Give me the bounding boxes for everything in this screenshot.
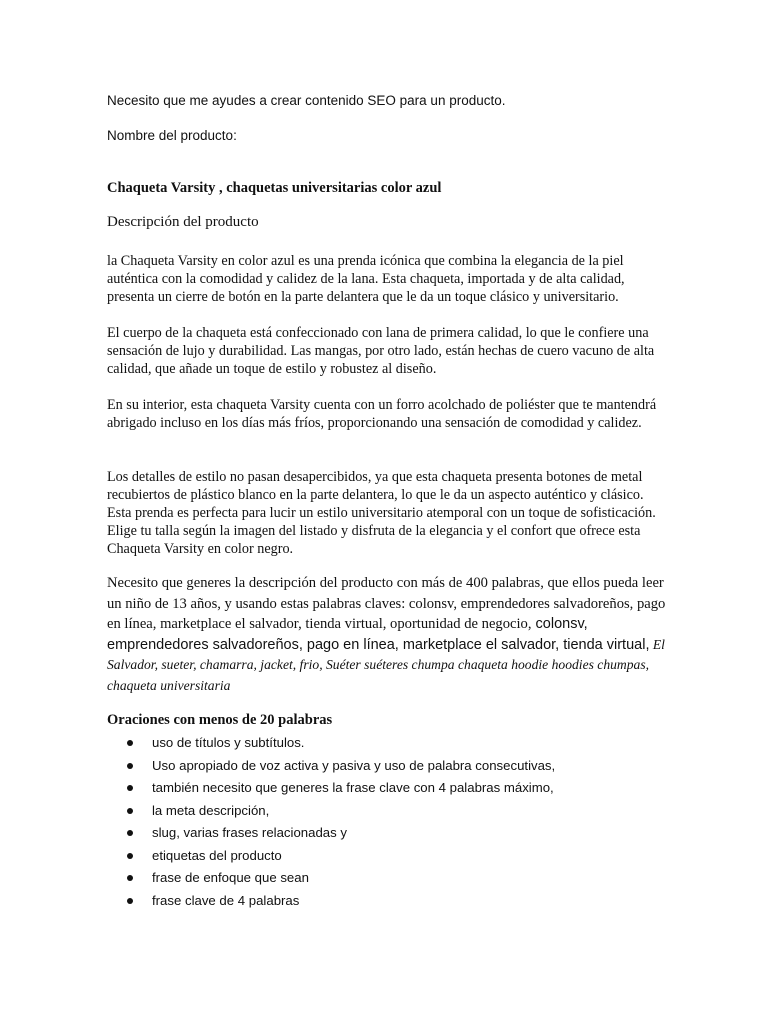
list-item [127,823,555,846]
description-paragraph-1: la Chaqueta Varsity en color azul es una prenda icónica que combina la elegancia de la piel auténtica con la comodidad y calidez de la lana. Esta chaqueta, importada y de alta calidad, presenta un cierre de botón en la parte delantera que le da un toque clásico y universitario. [107,253,625,305]
list-item-text: frase clave de 4 palabras [152,892,300,908]
list-item-text: también necesito que generes la frase clave con 4 palabras máximo, [152,780,554,795]
sentences-heading: Oraciones con menos de 20 palabras [107,712,333,728]
list-item-text: frase de enfoque que sean [152,870,309,885]
list-item-text: Uso apropiado de voz activa y pasiva y uso de palabra consecutivas, [152,757,556,773]
request-keywords-italic: El Salvador, sueter, chamarra, jacket, frio, Suéter suéteres chumpa chaqueta hoodie hoodies chumpas, chaqueta universitaria [107,636,665,693]
bullet-icon [127,785,133,791]
bullet-icon [127,898,133,904]
bullet-icon [127,740,133,746]
list-item-text: etiquetas del producto [152,847,282,863]
list-item [127,733,555,756]
requirements-list [127,733,555,913]
list-item [127,846,555,869]
product-name-label: Nombre del producto: [107,128,237,143]
request-text: Necesito que generes la descripción del producto con más de 400 palabras, que ellos pueda leer un niño de 13 años, y usando estas palabras claves: colonsv, emprendedores salvadoreños, pago en línea, marketplace el salvador, tienda virtual, oportunidad de negocio, [107,575,666,632]
bullet-icon [127,853,133,859]
description-paragraph-4: Los detalles de estilo no pasan desapercibidos, ya que esta chaqueta presenta botones de metal recubiertos de plástico blanco en la parte delantera, lo que le da un aspecto auténtico y clásico. Esta prenda es perfecta para lucir un estilo universitario atemporal con un toque de sofisticación. Elige tu talla según la imagen del listado y disfruta de la elegancia y el confort que ofrece esta Chaqueta Varsity en color negro. [107,469,656,557]
bullet-icon [127,763,133,769]
list-item [127,778,555,801]
intro-text: Necesito que me ayudes a crear contenido SEO para un producto. [107,93,506,108]
list-item [127,756,555,779]
description-paragraph-3: En su interior, esta chaqueta Varsity cuenta con un forro acolchado de poliéster que te mantendrá abrigado incluso en los días más fríos, proporcionando una sensación de comodidad y calidez. [107,397,657,431]
description-label: Descripción del producto [107,214,259,230]
list-item [127,891,555,914]
bullet-icon [127,830,133,836]
list-item-text: la meta descripción, [152,802,270,818]
request-keywords: colonsv, emprendedores salvadoreños, pago en línea, marketplace el salvador, tienda virtual, [107,616,650,653]
list-item [127,868,555,891]
request-paragraph [107,573,667,696]
description-paragraph-2: El cuerpo de la chaqueta está confeccionado con lana de primera calidad, lo que le confiere una sensación de lujo y durabilidad. Las mangas, por otro lado, están hechas de cuero vacuno de alta calidad, que añade un toque de estilo y robustez al diseño. [107,325,655,377]
product-title: Chaqueta Varsity , chaquetas universitarias color azul [107,180,442,196]
list-item [127,801,555,824]
bullet-icon [127,875,133,881]
list-item-text: slug, varias frases relacionadas y [152,825,347,840]
bullet-icon [127,808,133,814]
list-item-text: uso de títulos y subtítulos. [152,735,305,750]
